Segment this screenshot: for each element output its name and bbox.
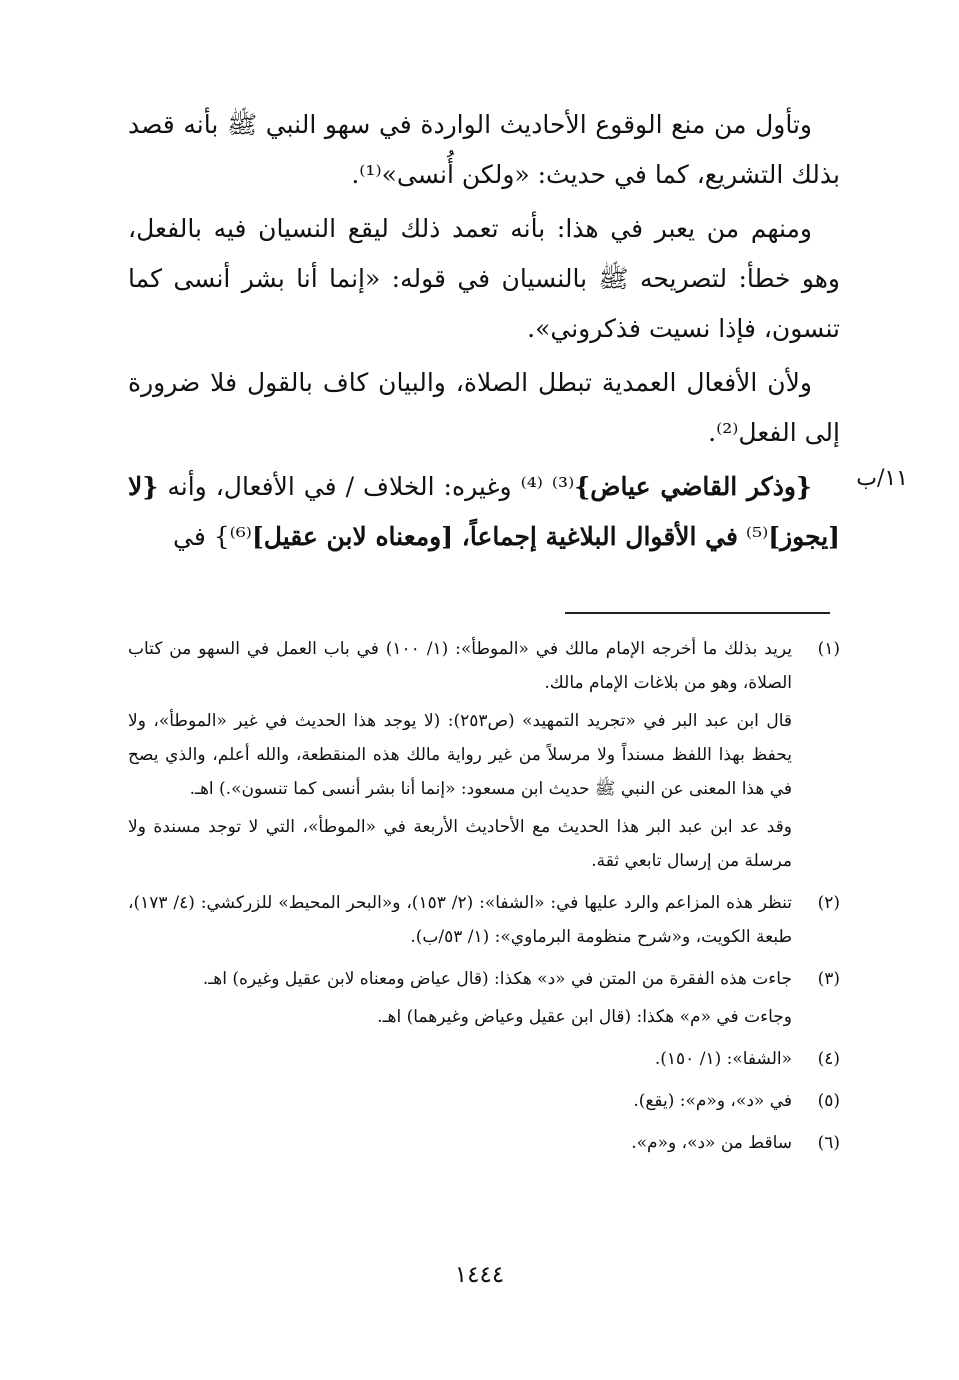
footnote-paragraph: «الشفا»: (١/ ١٥٠). <box>654 1049 792 1069</box>
footnote-body <box>128 632 792 882</box>
paragraph-4 <box>128 462 840 562</box>
footnote-5 <box>128 1084 840 1122</box>
paragraph-2: ومنهم من يعبر في هذا: بأنه تعمد ذلك ليقع النسيان فيه بالفعل، وهو خطأ: لتصريحه ﷺ بالنسيان في قوله: «إنما أنا بشر أنسى كما تنسون، فإذا نسيت فذكروني». <box>128 214 840 343</box>
footnote-ref-5: ⁽⁵⁾ <box>737 522 769 551</box>
bold-phrase-aqwal: في الأقوال البلاغية إجماعاً، [ومعناه لابن عقيل] <box>251 522 738 551</box>
footnote-number: (٢) <box>817 893 840 913</box>
footnote-number: (٣) <box>817 969 840 989</box>
footnote-paragraph: ساقط من «د»، و«م». <box>631 1133 792 1153</box>
main-text <box>128 100 840 566</box>
footnote-body <box>128 1126 792 1164</box>
footnote-2 <box>128 886 840 958</box>
footnote-number: (٤) <box>817 1049 840 1069</box>
footnote-body <box>128 962 792 1038</box>
footnote-divider <box>565 612 830 614</box>
footnote-paragraph: في «د»، و«م»: (يقع). <box>633 1091 792 1111</box>
bold-phrase-la-yajuz: {لا [يجوز] <box>128 472 840 551</box>
paragraph-4-text-1: ⁽³⁾ ⁽⁴⁾ وغيره: الخلاف / في الأفعال، وأنه <box>158 472 575 501</box>
footnote-3 <box>128 962 840 1038</box>
footnote-6 <box>128 1126 840 1164</box>
paragraph-1: وتأول من منع الوقوع الأحاديث الواردة في سهو النبي ﷺ بأنه قصد بذلك التشريع، كما في حديث: «ولكن أُنسى»⁽¹⁾. <box>128 110 840 189</box>
page-number: ١٤٤٤ <box>454 1262 505 1288</box>
paragraph-3: ولأن الأفعال العمدية تبطل الصلاة، والبيان كاف بالقول فلا ضرورة إلى الفعل⁽²⁾. <box>128 368 840 447</box>
footnote-body <box>128 1084 792 1122</box>
manuscript-folio-marker: ١١/ب <box>856 466 908 491</box>
footnote-paragraph: يريد بذلك ما أخرجه الإمام مالك في «الموطأ»: (١/ ١٠٠) في باب العمل في السهو من كتاب الصلاة، وهو من بلاغات الإمام مالك. <box>128 639 792 693</box>
footnote-number: (٦) <box>817 1133 840 1153</box>
footnote-number: (٥) <box>817 1091 840 1111</box>
footnote-paragraph: قال ابن عبد البر في «تجريد التمهيد» (ص٢٥٣): (لا يوجد هذا الحديث في غير «الموطأ»، ولا يحفظ بهذا اللفظ مسنداً ولا مرسلاً من غير رواية مالك هذه المنقطعة، والله أعلم، والذي يصح في هذا المعنى عن النبي ﷺ حديث ابن مسعود: «إنما أنا بشر أنسى كما تنسون».) اهـ. <box>128 711 793 799</box>
footnote-body <box>128 1042 792 1080</box>
footnote-4 <box>128 1042 840 1080</box>
footnotes <box>128 632 840 1168</box>
footnote-1 <box>128 632 840 882</box>
footnote-paragraph: وجاءت في «م» هكذا: (قال ابن عقيل وعياض وغيرهما) اهـ. <box>377 1007 792 1027</box>
footnote-number: (١) <box>817 639 840 659</box>
footnote-paragraph: تنظر هذه المزاعم والرد عليها في: «الشفا»: (٢/ ١٥٣)، و«البحر المحيط» للزركشي: (٤/ ١٧٣)، طبعة الكويت، و«شرح منظومة البرماوي»: (١/ ٥٣/ب). <box>128 893 792 947</box>
bold-phrase-qadi-iyad: {وذكر القاضي عياض} <box>574 472 812 501</box>
paragraph-4-text-2: ⁽⁶⁾} في <box>172 522 252 551</box>
footnote-paragraph: وقد عد ابن عبد البر هذا الحديث مع الأحاديث الأربعة في «الموطأ»، التي لا توجد مسندة ولا مرسلة من إرسال تابعي ثقة. <box>128 817 792 871</box>
footnote-paragraph: جاءت هذه الفقرة من المتن في «د» هكذا: (قال عياض ومعناه لابن عقيل وغيره) اهـ. <box>202 969 792 989</box>
footnote-body <box>128 886 792 958</box>
